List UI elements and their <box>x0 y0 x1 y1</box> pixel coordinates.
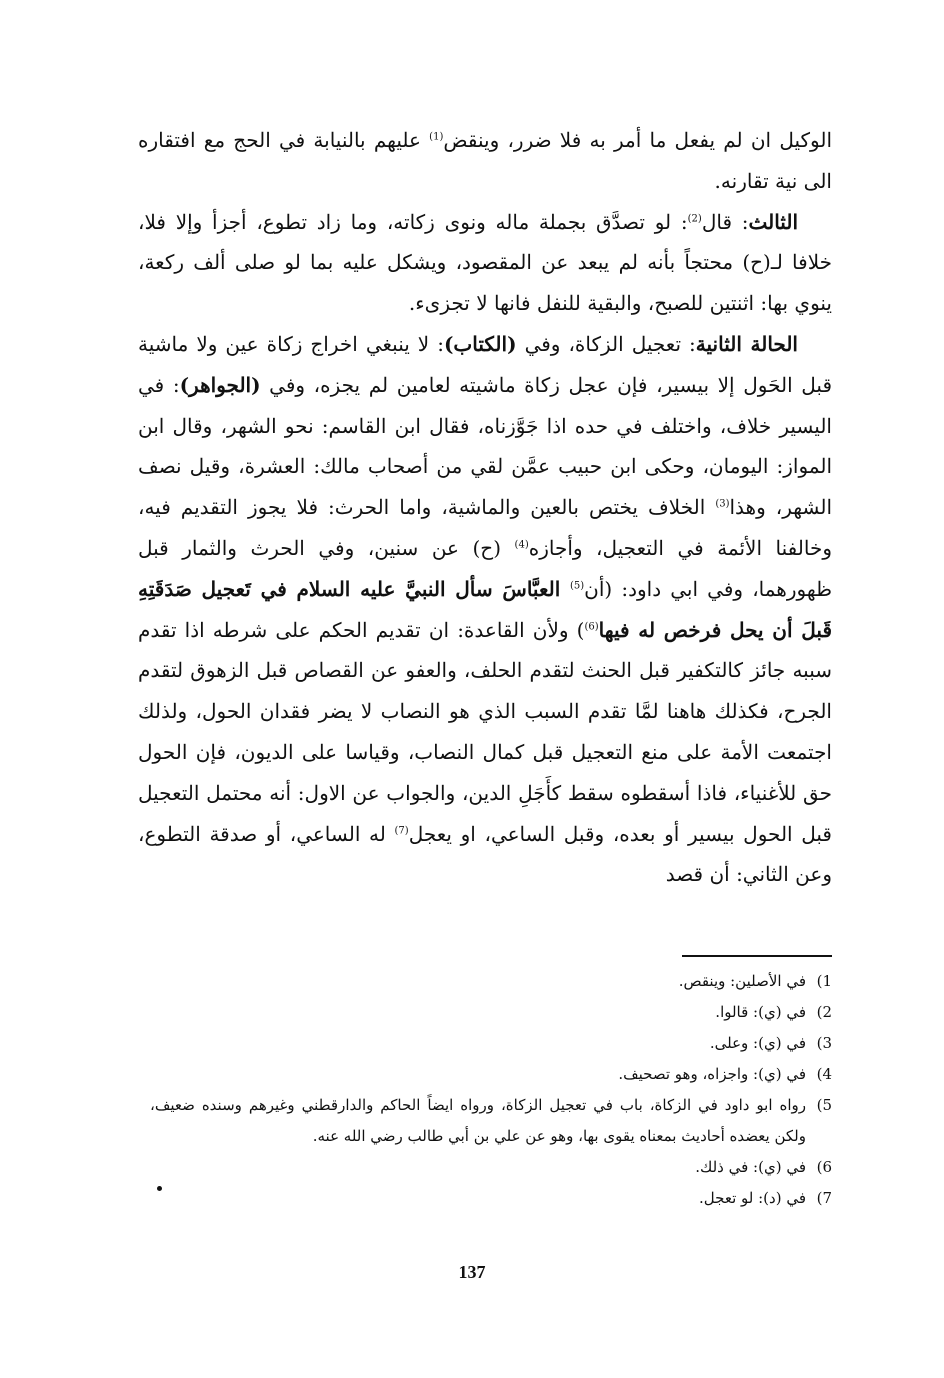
footnote-ref-4: (4) <box>514 539 529 551</box>
book-title-jawahir: (الجواهر) <box>179 372 261 397</box>
hadith-quote: العبَّاسَ سأل النبيَّ عليه السلام في تَعجيل صَدَقَتِهِ قَبلَ أن يحل فرخص له فيها <box>138 576 832 642</box>
footnote-item: 7) في (د): لو تعجل. <box>699 1189 832 1207</box>
main-text <box>138 120 832 895</box>
paragraph-3: الحالة الثانية: تعجيل الزكاة، وفي (الكتاب): لا ينبغي اخراج زكاة عين ولا ماشية قبل الحَول إلا بيسير، فإن عجل زكاة ماشيته لعامين لم يجزه، وفي (الجواهر): في اليسير خلاف، واختلف في حده اذا جَوَّزناه، فقال ابن القاسم: نحو الشهر، وقال ابن المواز: اليومان، وحكى ابن حبيب عمَّن لقي من أصحاب مالك: العشرة، وقيل نصف الشهر، وهذا$^{(3)}$ الخلاف يختص بالعين والماشية، واما الحرث: فلا يجوز التقديم فيه، وخالفنا الأئمة في التعجيل، وأجازه$^{(4)}$ (ح) عن سنين، وفي الحرث والثمار قبل ظهورهما، وفي ابي داود: (أن$^{(5)}$ العبَّاسَ سأل النبيَّ عليه السلام في تَعجيل صَدَقَتِهِ قَبلَ أن يحل فرخص له فيها$^{(6)}$) ولأن القاعدة: ان تقديم الحكم على شرطه اذا تقدم سببه جائز كالتكفير قبل الحنث لتقدم الحلف، والعفو عن القصاص قبل الزهوق لتقدم الجرح، فكذلك هاهنا لمَّا تقدم السبب الذي هو النصاب لا يضر فقدان الحول، ولذلك اجتمعت الأمة على منع التعجيل قبل كمال النصاب، وقياسا على الديون، فإن الحول حق للأغنياء، فاذا أسقطوه سقط كأَجَلِ الدين، والجواب عن الاول: أنه محتمل التعجيل قبل الحول بيسير أو بعده، وقبل الساعي، او يعجل$^{(7)}$ له الساعي، أو صدقة التطوع، وعن الثاني: أن قصد <box>138 331 833 887</box>
book-title-kitab: (الكتاب) <box>443 331 517 356</box>
footnote-item: 5) رواه ابو داود في الزكاة، باب في تعجيل الزكاة، ورواه ايضاً الحاكم والدارقطني وغيرهم وسنده ضعيف، ولكن يعضده أحاديث بمعناه يقوى بها، وهو عن علي بن أبي طالب رضي الله عنه. <box>150 1096 832 1145</box>
footnote-ref-3: (3) <box>715 498 730 510</box>
footnote-ref-6: (6) <box>584 620 599 632</box>
ink-dot <box>157 1186 162 1191</box>
footnotes-list <box>150 966 832 1214</box>
footnote-divider <box>682 955 832 957</box>
footnote-item: 1) في الأصلين: وينقص. <box>678 972 832 990</box>
page-number: 137 <box>458 1262 486 1282</box>
footnote-item: 2) في (ي): قالوا. <box>715 1003 832 1021</box>
footnote-item: 4) في (ي): واجزاه، وهو تصحيف. <box>618 1065 832 1083</box>
footnote-ref-1: (1) <box>429 131 444 143</box>
footnote-ref-5: (5) <box>569 580 585 592</box>
footnote-ref-7: (7) <box>394 824 409 836</box>
section-label-third: الثالث <box>748 209 798 234</box>
footnote-item: 6) في (ي): في ذلك. <box>695 1158 832 1176</box>
paragraph-1: الوكيل ان لم يفعل ما أمر به فلا ضرر، وينقض$^{(1)}$ عليهم بالنيابة في الحج مع افتقاره الى نية تقارنه. <box>138 128 832 193</box>
footnote-item: 3) في (ي): وعلى. <box>709 1034 832 1052</box>
footnote-ref-2: (2) <box>687 212 702 224</box>
section-label-second-case: الحالة الثانية <box>695 331 798 356</box>
paragraph-2: الثالث: قال$^{(2)}$: لو تصدَّق بجملة ماله ونوى زكاته، وما زاد تطوع، أجزأ وإلا فلا، خلافا لـ(ح) محتجاً بأنه لم يبعد عن المقصود، ويشكل عليه بما لو صلى ألف ركعة، ينوي بها: اثنتين للصبح، والبقية للنفل فانها لا تجزىء. <box>138 209 832 316</box>
